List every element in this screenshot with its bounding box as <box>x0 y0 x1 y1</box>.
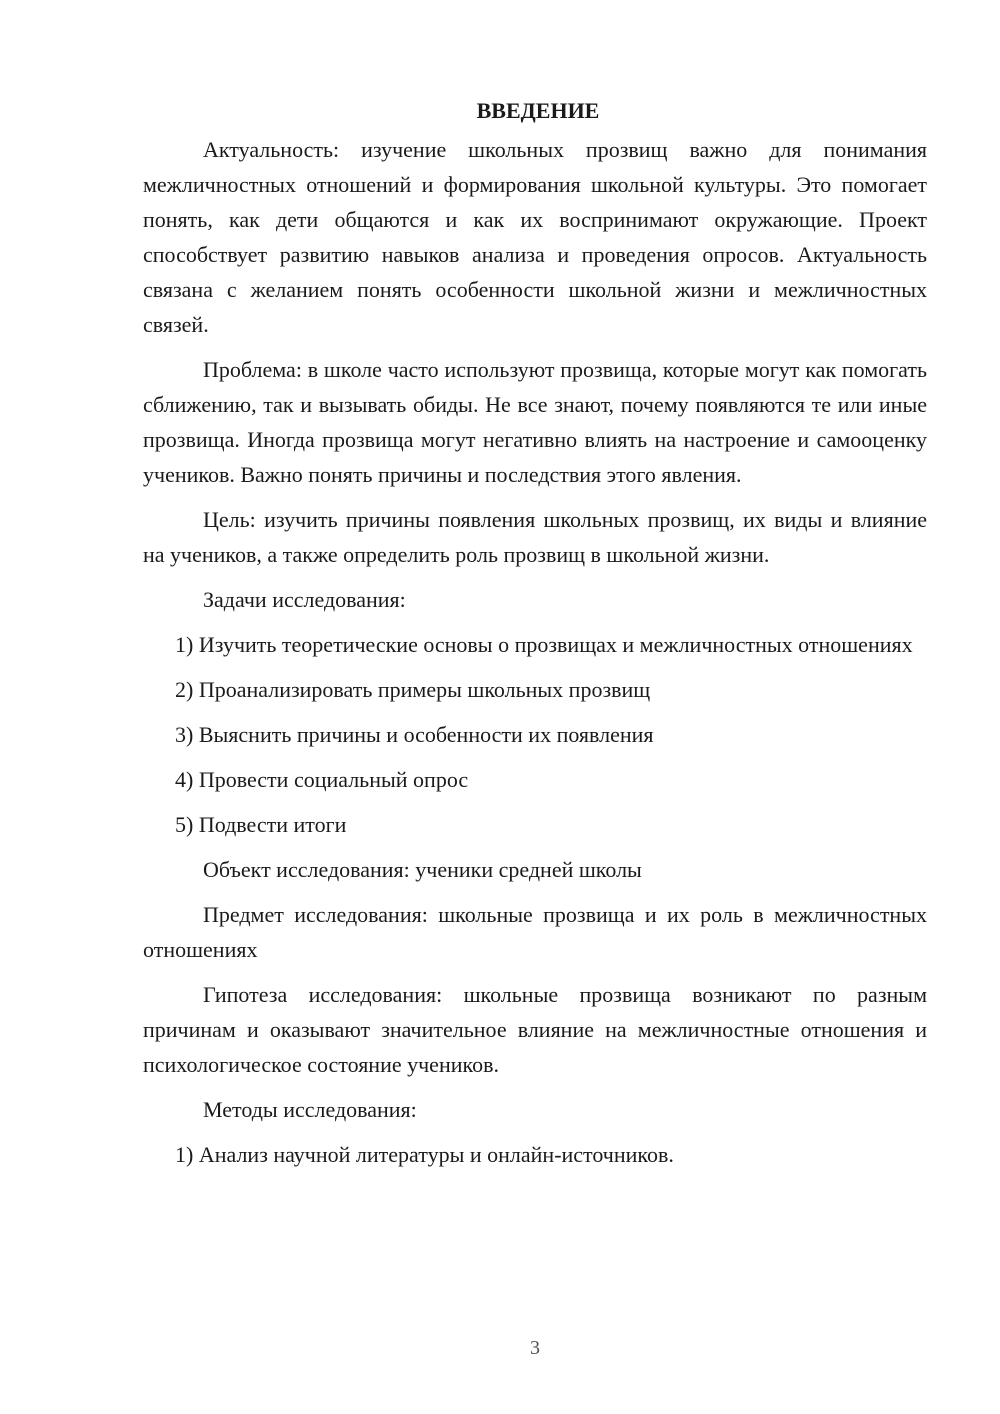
subject-paragraph: Предмет исследования: школьные прозвища и их роль в межличностных отношениях <box>143 902 927 962</box>
methods-title: Методы исследования: <box>203 1097 417 1122</box>
section-heading: ВВЕДЕНИЕ <box>476 98 600 123</box>
list-item: 1) Изучить теоретические основы о прозвищах и межличностных отношениях <box>175 632 913 657</box>
list-item: 4) Провести социальный опрос <box>175 767 469 792</box>
list-item: 3) Выяснить причины и особенности их появления <box>175 722 654 747</box>
list-item: 5) Подвести итоги <box>175 812 347 837</box>
object-paragraph: Объект исследования: ученики средней школы <box>203 857 642 882</box>
methods-list <box>143 1137 927 1172</box>
list-item: 1) Анализ научной литературы и онлайн-источников. <box>175 1142 674 1167</box>
goal-paragraph: Цель: изучить причины появления школьных прозвищ, их виды и влияние на учеников, а также определить роль прозвищ в школьной жизни. <box>143 507 927 567</box>
relevance-paragraph: Актуальность: изучение школьных прозвищ важно для понимания межличностных отношений и формирования школьной культуры. Это помогает понять, как дети общаются и как их воспринимают окружающие. Проект способствует развитию навыков анализа и проведения опросов. Актуальность связана с желанием понять особенности школьной жизни и межличностных связей. <box>143 137 927 337</box>
hypothesis-paragraph: Гипотеза исследования: школьные прозвища возникают по разным причинам и оказывают значительное влияние на межличностные отношения и психологическое состояние учеников. <box>143 982 927 1077</box>
page-number: 3 <box>530 1337 540 1359</box>
tasks-list <box>143 627 927 842</box>
list-item: 2) Проанализировать примеры школьных прозвищ <box>175 677 651 702</box>
page-content <box>143 96 927 1182</box>
problem-paragraph: Проблема: в школе часто используют прозвища, которые могут как помогать сближению, так и вызывать обиды. Не все знают, почему появляются те или иные прозвища. Иногда прозвища могут негативно влиять на настроение и самооценку учеников. Важно понять причины и последствия этого явления. <box>143 357 927 487</box>
tasks-title: Задачи исследования: <box>203 587 406 612</box>
